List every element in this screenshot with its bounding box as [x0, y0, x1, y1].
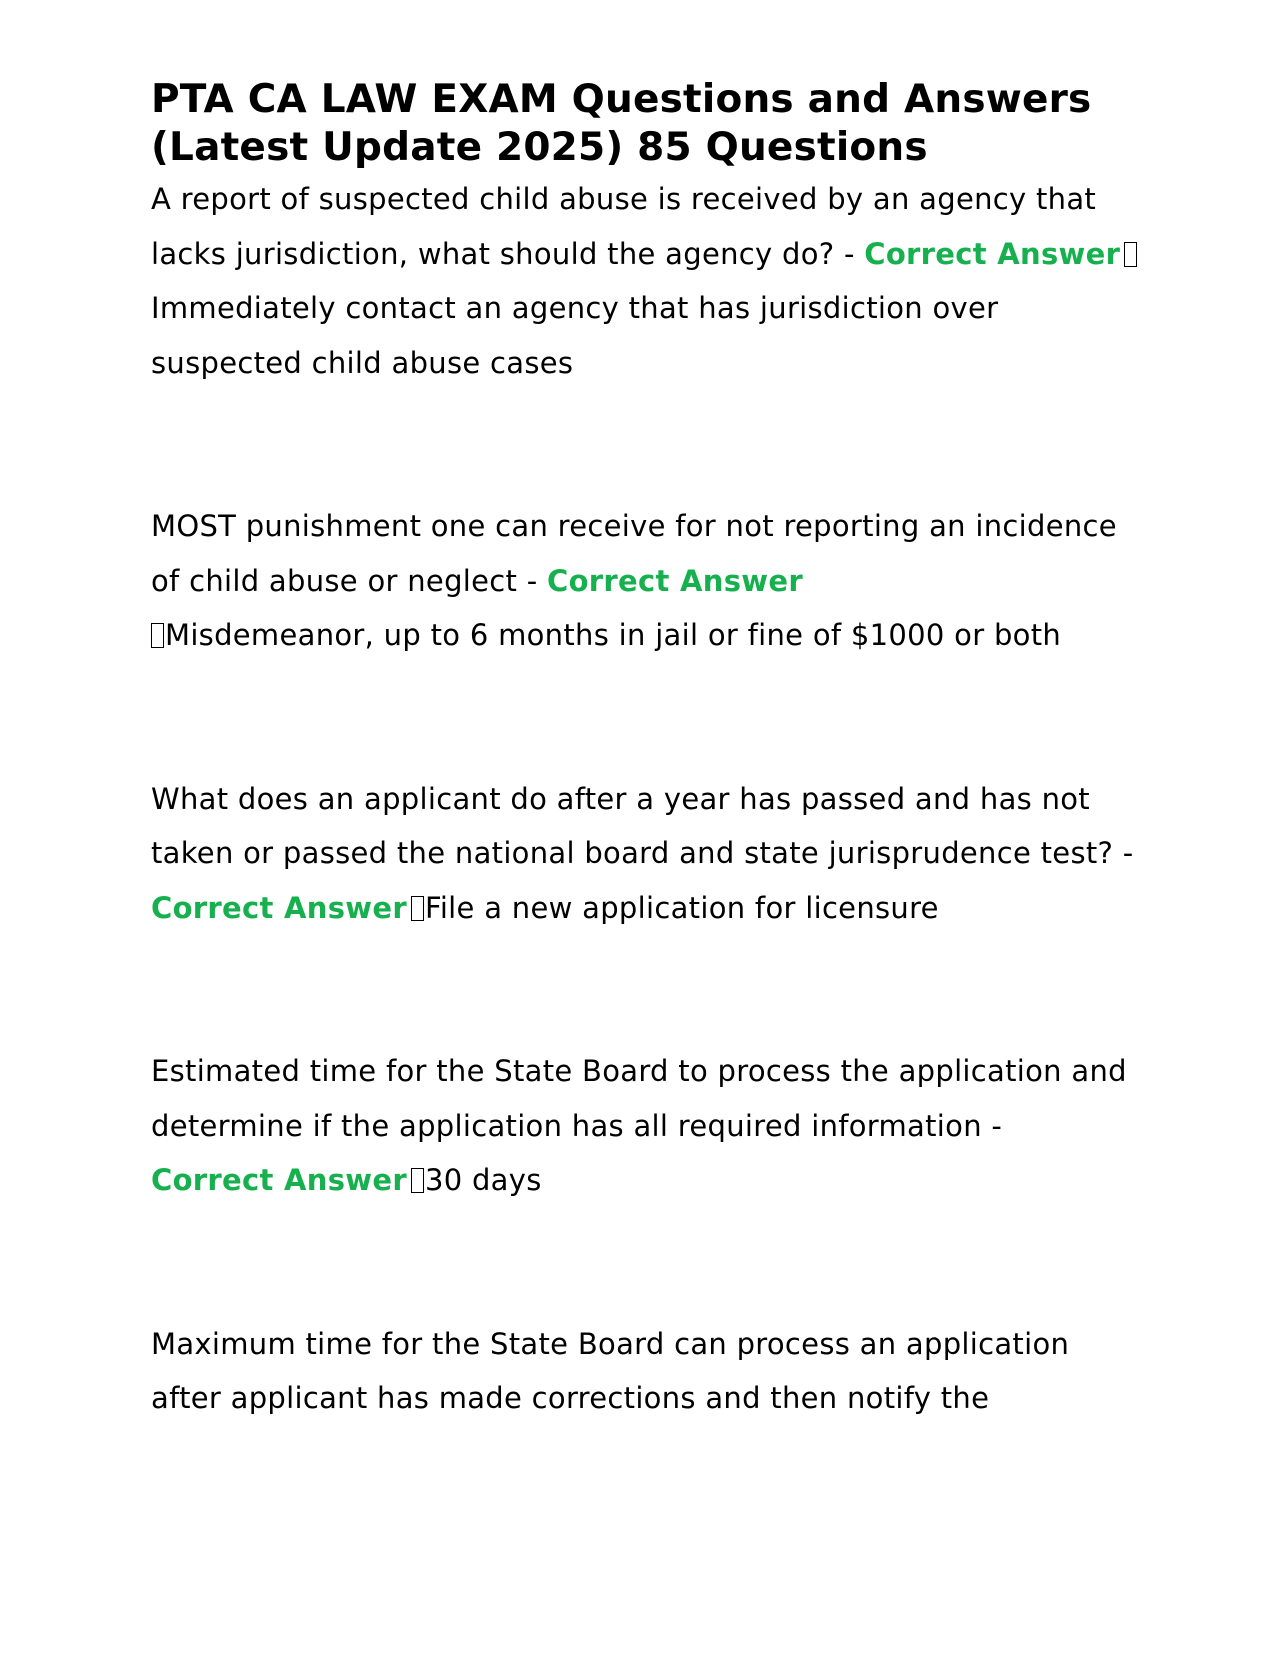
missing-glyph-icon — [151, 623, 164, 648]
correct-answer-label: Correct Answer — [151, 1163, 407, 1197]
qa-item-2 — [151, 499, 1141, 663]
question-text: A report of suspected child abuse is received by an agency that lacks jurisdiction, what should the agency do? - — [151, 182, 1097, 271]
missing-glyph-icon — [411, 896, 424, 921]
qa-item-5 — [151, 1317, 1141, 1426]
answer-text: File a new application for licensure — [424, 890, 939, 925]
question-text: Estimated time for the State Board to process the application and determine if the application has all required information - — [151, 1054, 1127, 1143]
correct-answer-label: Correct Answer — [547, 563, 803, 598]
correct-answer-label: Correct Answer — [864, 236, 1121, 271]
correct-answer-label: Correct Answer — [151, 890, 407, 925]
answer-text: Immediately contact an agency that has jurisdiction over suspected child abuse cases — [151, 291, 999, 380]
qa-item-3 — [151, 772, 1141, 936]
missing-glyph-icon — [411, 1168, 424, 1193]
answer-text: 30 days — [424, 1163, 542, 1197]
question-text: What does an applicant do after a year has passed and has not taken or passed the national board and state jurisprudence test? - — [151, 781, 1134, 870]
qa-item-1 — [151, 172, 1141, 390]
question-text: Maximum time for the State Board can process an application after applicant has made corrections and then notify the — [151, 1326, 1070, 1415]
missing-glyph-icon — [1124, 242, 1137, 267]
document-content — [151, 76, 1141, 1426]
question-text: MOST punishment one can receive for not reporting an incidence of child abuse or neglect - — [151, 509, 1117, 598]
answer-text: Misdemeanor, up to 6 months in jail or fine of $1000 or both — [165, 618, 1062, 652]
qa-item-4 — [151, 1044, 1141, 1208]
document-title: PTA CA LAW EXAM Questions and Answers (Latest Update 2025) 85 Questions — [151, 77, 1092, 170]
